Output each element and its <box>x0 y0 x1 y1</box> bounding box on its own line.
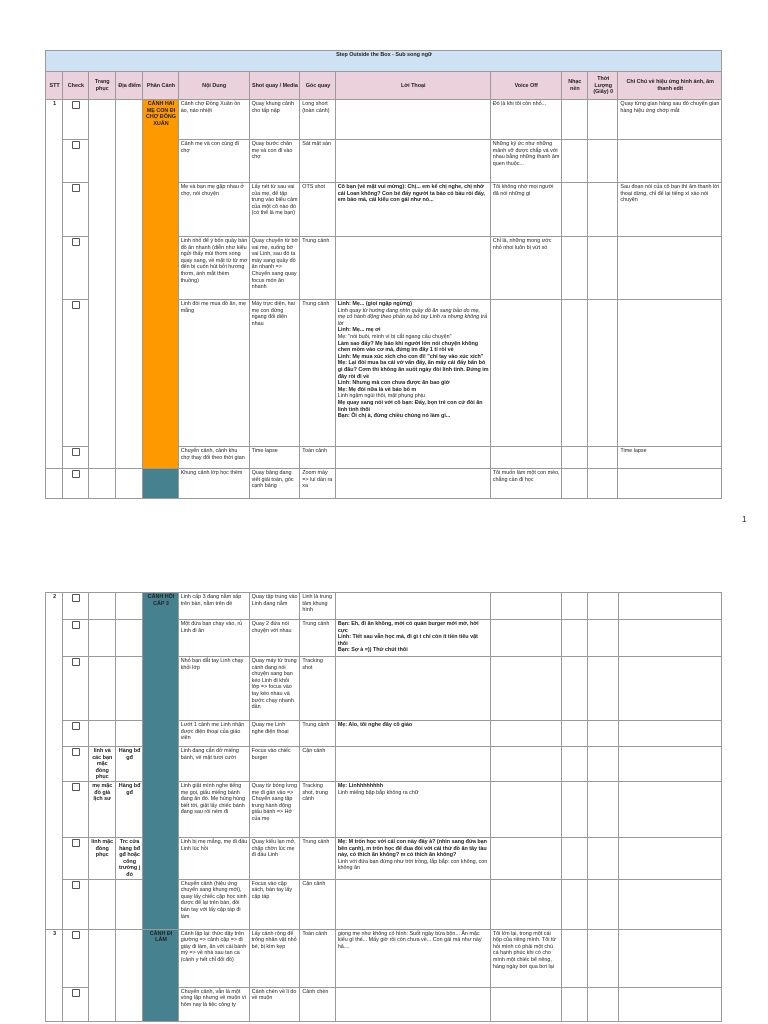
dialogue-line: Mẹ: "nói buôi, mình vì bị cắt ngang câu chuyện" <box>337 333 452 340</box>
content-cell: Linh đòi mẹ mua đồ ăn, mẹ mắng <box>178 300 249 447</box>
content-cell: Linh đang cắn dở miếng bánh, vẻ mặt tươi cười <box>178 747 249 782</box>
costume-cell <box>88 620 115 657</box>
dialogue-cell <box>335 747 490 782</box>
check-cell <box>63 447 88 469</box>
header-stt: STT <box>46 72 63 100</box>
content-cell: Chuyển cảnh, vẫn là một vòng lặp nhưng về muộn vì hôm nay là tiệc công ty <box>178 987 249 1021</box>
check-cell <box>63 781 88 837</box>
music-cell <box>561 721 587 747</box>
voice-off-cell <box>490 300 561 447</box>
shot-cell: Focus vào chiếc burger <box>249 747 300 782</box>
angle-cell: Trung cảnh <box>300 837 335 879</box>
voice-off-cell <box>490 879 561 929</box>
check-cell <box>63 721 88 747</box>
check-cell <box>63 237 88 300</box>
angle-cell: Cận cảnh <box>300 879 335 929</box>
row-checkbox[interactable] <box>72 931 80 939</box>
angle-cell: Cảnh chèn <box>300 987 335 1021</box>
scene-label <box>143 469 178 499</box>
duration-cell <box>588 781 618 837</box>
music-cell <box>561 140 587 183</box>
row-checkbox[interactable] <box>72 839 80 847</box>
row-checkbox[interactable] <box>72 184 80 192</box>
notes-cell <box>618 237 722 300</box>
notes-cell <box>618 747 721 782</box>
header-shot: Shot quay / Media <box>249 72 300 100</box>
music-cell <box>561 987 587 1021</box>
row-number: 3 <box>46 929 63 1021</box>
shot-cell: Quay tập trung vào Linh đang nằm <box>249 593 300 620</box>
costume-cell: mẹ mặc đồ giả lịch sư <box>88 781 115 837</box>
row-checkbox[interactable] <box>72 141 80 149</box>
voice-off-cell: Chỉ là, những mong ước nhỏ nhoi luôn bị vứt xó <box>490 237 561 300</box>
dialogue-line: Linh: Mẹ... (giọi ngập ngừng) <box>337 301 412 307</box>
voice-off-cell <box>490 447 561 469</box>
location-cell: Hàng bđ gđ <box>115 747 142 782</box>
dialogue-line: Mẹ: Mẹ đòi nữa là về bảo bố m <box>337 386 417 393</box>
notes-cell <box>618 593 721 620</box>
row-checkbox[interactable] <box>72 301 80 309</box>
duration-cell <box>588 469 618 499</box>
costume-cell <box>88 929 115 1021</box>
row-checkbox[interactable] <box>72 881 80 889</box>
voice-off-cell <box>490 721 561 747</box>
location-cell <box>115 620 142 657</box>
notes-cell: Time lapse <box>618 447 722 469</box>
table-row <box>46 929 722 987</box>
dialogue-cell <box>335 781 490 837</box>
duration-cell <box>588 100 618 140</box>
content-cell: Cảnh chợ Đồng Xuân ồn ào, náo nhiệt <box>178 100 249 140</box>
costume-cell <box>88 879 115 929</box>
location-cell <box>115 879 142 929</box>
row-checkbox[interactable] <box>72 748 80 756</box>
dialogue-line: giọng mẹ như không có hình: Suốt ngày bừa bộn... Ăn mặc kiểu gì thế... Mấy giờ rồi còn chưa về... Con gái mà như này hả.... <box>337 930 482 950</box>
notes-cell <box>618 620 721 657</box>
duration-cell <box>588 837 618 879</box>
row-checkbox[interactable] <box>72 448 80 456</box>
angle-cell: Linh là trung tâm khung hình <box>300 593 335 620</box>
content-cell: Mẹ và bạn mẹ gặp nhau ở chợ, nói chuyện <box>178 183 249 237</box>
check-cell <box>63 300 88 447</box>
header-dialogue: Lời Thoại <box>335 72 490 100</box>
table-row <box>46 100 722 140</box>
header-check: Check <box>63 72 88 100</box>
check-cell <box>63 747 88 782</box>
dialogue-line: Mẹ: Alo, tôi nghe đây cô giáo <box>337 722 413 728</box>
angle-cell: Tracking shot, trung cảnh <box>300 781 335 837</box>
shot-cell: Quay máy từ trung cảnh đang nói chuyện sang bạn kéo Linh đi khỏi lớp => focus vào tay kéo nhau và bước chạy nhanh dần <box>249 657 300 721</box>
content-cell: Linh cấp 3 đang nằm sấp trên bàn, nằm trên đề <box>178 593 249 620</box>
voice-off-cell <box>490 987 561 1021</box>
music-cell <box>561 781 587 837</box>
music-cell <box>561 837 587 879</box>
header-music: Nhạc nền <box>561 72 587 100</box>
dialogue-line: Mẹ quay sang nói với cô bạn: Đấy, bọn trẻ con cứ đòi ăn linh tinh thôi <box>337 399 483 413</box>
angle-cell: Toàn cảnh <box>300 447 335 469</box>
dialogue-line: Linh ngậm ngùi thôi, mặt phụng phịu <box>337 393 425 400</box>
header-notes: Chỉ Chú về hiệu ứng hình ảnh, âm thanh edit <box>618 72 722 100</box>
duration-cell <box>588 747 618 782</box>
shot-cell: Lấy nét từ sau vai của mẹ, để tập trung vào biểu cảm của một cô nào đó (có thể là mẹ bạn) <box>249 183 300 237</box>
shot-cell: Quay mẹ Linh nghe điện thoại <box>249 721 300 747</box>
dialogue-cell <box>335 879 490 929</box>
shot-cell: Quay 2 đứa nói chuyện với nhau <box>249 620 300 657</box>
voice-off-cell <box>490 593 561 620</box>
angle-cell: OTS shot <box>300 183 335 237</box>
table-row <box>46 593 722 620</box>
duration-cell <box>588 879 618 929</box>
voice-off-cell <box>490 837 561 879</box>
voice-off-cell <box>490 747 561 782</box>
music-cell <box>561 879 587 929</box>
check-cell <box>63 657 88 721</box>
music-cell <box>561 237 587 300</box>
content-cell: Linh giật mình nghe tiếng mẹ gọi, giấu miếng bánh đang ăn đó. Mẹ hùng hùng biết tới, giật lấy chiếc bánh đang sau rồi ném đi <box>178 781 249 837</box>
costume-cell: linh và các bạn mặc đồng phục <box>88 747 115 782</box>
header-duration: Thời Lượng (Giây) 0 <box>588 72 618 100</box>
dialogue-line: Linh: Mẹ mua xúc xích cho con đi! "chỉ tay vào xúc xích" <box>337 353 484 360</box>
dialogue-line: Linh: Mẹ... mẹ ơi <box>337 327 381 334</box>
content-cell: Cảnh mẹ và con cùng đi chợ <box>178 140 249 183</box>
costume-cell <box>88 593 115 620</box>
duration-cell <box>588 929 618 987</box>
dialogue-line: Linh: Tiết sau vẫn học mà, đi gì t chỉ còn ít tiền tiêu vặt thôi <box>337 634 478 647</box>
duration-cell <box>588 721 618 747</box>
dialogue-cell <box>335 657 490 721</box>
dialogue-cell <box>335 237 490 300</box>
notes-cell <box>618 657 721 721</box>
row-number <box>46 469 63 499</box>
dialogue-line: Bạn: Sợ à =)) Thử chút thôi <box>337 647 408 654</box>
angle-cell: Cận cảnh <box>300 747 335 782</box>
dialogue-cell <box>335 100 490 140</box>
sheet-title: Step Outside the Box - Sub song ngữ <box>46 51 722 72</box>
dialogue-cell <box>335 721 490 747</box>
dialogue-cell <box>335 469 490 499</box>
dialogue-line: Bạn: Ôi chị à, đừng chiều chúng nó làm gì... <box>337 413 451 420</box>
dialogue-line: Mẹ: Linhhhhhhhh <box>337 782 384 789</box>
notes-cell <box>618 469 722 499</box>
row-number: 2 <box>46 593 63 930</box>
dialogue-cell <box>335 837 490 879</box>
header-location: Địa điểm <box>115 72 142 100</box>
music-cell <box>561 657 587 721</box>
dialogue-cell <box>335 620 490 657</box>
dialogue-cell <box>335 183 490 237</box>
notes-cell <box>618 987 721 1021</box>
shot-cell: Quay bước chân mẹ và con đi vào chợ <box>249 140 300 183</box>
row-checkbox[interactable] <box>72 658 80 666</box>
shot-cell: Quay kiểu lạn mở, chập chờn lúc mẹ đi đầu Linh <box>249 837 300 879</box>
duration-cell <box>588 620 618 657</box>
angle-cell: Zoom máy => lui dần ra xa <box>300 469 335 499</box>
voice-off-cell: Những ký ức như những mảnh vỡ được chắp vá với nhau bằng những thanh âm quen thuộc... <box>490 140 561 183</box>
dialogue-cell <box>335 987 490 1021</box>
check-cell <box>63 469 88 499</box>
header-content: Nội Dung <box>178 72 249 100</box>
dialogue-line: Bạn: Eh, đi ăn không, mới có quán burger mới mở, hời cực <box>337 621 479 634</box>
notes-cell <box>618 837 721 879</box>
row-checkbox[interactable] <box>72 722 80 730</box>
music-cell <box>561 447 587 469</box>
shot-cell: Cảnh chèn về li do về muộn <box>249 987 300 1021</box>
angle-cell: Toàn cảnh <box>300 929 335 987</box>
content-cell: Khung cảnh lớp học thêm <box>178 469 249 499</box>
voice-off-cell: Tôi muốn làm một con mèo, chẳng cần đi học <box>490 469 561 499</box>
dialogue-line: Linh miếng bặp bắp không ra chữ <box>337 789 419 796</box>
dialogue-cell <box>335 447 490 469</box>
row-checkbox[interactable] <box>72 470 80 478</box>
content-cell: Một đứa bạn chạy vào, rủ Linh đi ăn <box>178 620 249 657</box>
check-cell <box>63 140 88 183</box>
scene-label: CẢNH HAI MẸ CON ĐI CHỢ ĐÔNG XUÂN <box>143 100 178 469</box>
header-costume: Trang phục <box>88 72 115 100</box>
voice-off-cell: Đó là khi tôi còn nhỏ... <box>490 100 561 140</box>
script-table-page-1 <box>45 50 722 499</box>
location-cell: Trc cửa hàng bđ gđ hoặc cổng trường j đó <box>115 837 142 879</box>
music-cell <box>561 100 587 140</box>
location-cell <box>115 469 142 499</box>
costume-cell <box>88 721 115 747</box>
duration-cell <box>588 657 618 721</box>
dialogue-line: Cô bạn (vẻ mặt vui mừng): Chị... em kể chị nghe, chị nhớ cái Loan không? Con bé đấy người ta bảo có bầu rồi đấy, em bảo mà, cái kiểu con gái như nó... <box>337 184 485 204</box>
shot-cell: Quay chuyển từ bờ vai mẹ, xuống bờ vai Linh, sau đó ta máy sang quầy đồ ăn nhanh => Chuyển sang quay focus món ăn nhanh <box>249 237 300 300</box>
angle-cell: Long short (toàn cảnh) <box>300 100 335 140</box>
check-cell <box>63 987 88 1021</box>
music-cell <box>561 593 587 620</box>
voice-off-cell: Tôi không nhớ mọi người đã nói những gì <box>490 183 561 237</box>
location-cell <box>115 929 142 1021</box>
location-cell <box>115 100 142 469</box>
voice-off-cell: Tôi lớn lại, trong một cái hộp của riêng mình. Tôi từ hỏi mình có phải một chú cá hạnh phúc khi có cho mình một chiếc bể riêng, hàng ngày bơi qua bơi lại <box>490 929 561 987</box>
row-checkbox[interactable] <box>72 989 80 997</box>
angle-cell: Trung cảnh <box>300 620 335 657</box>
content-cell: Linh bị mẹ mắng, mẹ đi đầu Linh lúc hồi <box>178 837 249 879</box>
check-cell <box>63 929 88 987</box>
header-scene: Phân Cảnh <box>143 72 178 100</box>
content-cell: Cảnh lặp lại: thức dậy trên giường => cảnh cặp => đi giày đi làm, ăn với cái bánh mỳ => về nhà sau tan ca (cảnh y hết chỉ đổi đồ) <box>178 929 249 987</box>
check-cell <box>63 879 88 929</box>
dialogue-line: Làm sao đấy? Mẹ bảo khi người lớn nói chuyện không chen mồm vào cơ mà, đứng im đây 1 tí rồi về <box>337 340 479 354</box>
notes-cell <box>618 300 722 447</box>
content-cell: Chuyển cảnh (hiệu ứng chuyển sang khung mới), quay lấy chiếc cặp học sinh được để lại trên bàn, đồi bàn tay với lấy cặp táp đi làm <box>178 879 249 929</box>
check-cell <box>63 837 88 879</box>
angle-cell: Trung cảnh <box>300 237 335 300</box>
angle-cell: Trung cảnh <box>300 721 335 747</box>
costume-cell <box>88 657 115 721</box>
voice-off-cell <box>490 620 561 657</box>
voice-off-cell <box>490 781 561 837</box>
duration-cell <box>588 140 618 183</box>
script-table-page-2 <box>45 592 722 1022</box>
shot-cell: Time lapse <box>249 447 300 469</box>
content-cell: Nhỏ bạn dắt tay Linh chạy khỏi lớp <box>178 657 249 721</box>
music-cell <box>561 183 587 237</box>
shot-cell: Máy trực diện, hai mẹ con đứng ngang đối diện nhau <box>249 300 300 447</box>
page-number: 1 <box>742 515 747 524</box>
check-cell <box>63 593 88 620</box>
row-checkbox[interactable] <box>72 238 80 246</box>
music-cell <box>561 929 587 987</box>
costume-cell: linh mặc đồng phục <box>88 837 115 879</box>
dialogue-line: Mẹ: M trốn học với cái con này đấy à? (nhìn sang đứa bạn bên cạnh), m trốn học để đua đòi với cái thứ đồ ăn tây tàu này, có thích ăn không? m có thích ăn không? <box>337 838 487 859</box>
location-cell: Hàng bđ gđ <box>115 781 142 837</box>
angle-cell: Trung cảnh <box>300 300 335 447</box>
scene-label: CẢNH ĐI LÀM <box>143 929 178 1021</box>
angle-cell: Tracking shot <box>300 657 335 721</box>
notes-cell <box>618 929 721 987</box>
dialogue-line: Linh với đứa bạn đứng như trời trồng, lắp bắp: con không, con không ăn <box>337 858 488 872</box>
location-cell <box>115 721 142 747</box>
header-voice-off: Voice Off <box>490 72 561 100</box>
shot-cell: Quay khung cảnh cho tấp nập <box>249 100 300 140</box>
row-checkbox[interactable] <box>72 783 80 791</box>
music-cell <box>561 620 587 657</box>
shot-cell: Focus vào cặp sách, bàn tay lấy cặp táp <box>249 879 300 929</box>
dialogue-line: Linh: Nhưng mà con chưa được ăn bao giờ <box>337 380 450 387</box>
shot-cell: Quay từ bóng lưng mẹ đi gần vào => Chuyển sang tập trung hành động giấu bánh => Hở của mẹ <box>249 781 300 837</box>
location-cell <box>115 593 142 620</box>
content-cell: Linh nhỏ để ý bốn quầy bán đồ ăn nhanh (diễn như kiểu ngửi thấy mùi thơm xong quay sang, về mặt từ từ mơ đến bị cuốn hút bởi hương thơm, ánh mắt thèm thuồng) <box>178 237 249 300</box>
dialogue-cell <box>335 593 490 620</box>
notes-cell <box>618 140 722 183</box>
duration-cell <box>588 447 618 469</box>
row-checkbox[interactable] <box>72 621 80 629</box>
costume-cell <box>88 469 115 499</box>
header-angle: Góc quay <box>300 72 335 100</box>
notes-cell: Sau đoạn nói của cô bạn thì âm thanh lời thoại dừng, chỉ để lại tiếng xì xào nói chuyện <box>618 183 722 237</box>
shot-cell: Lấy cảnh rộng để trông nhân vật nhỏ bé, bị kìm kẹp <box>249 929 300 987</box>
scene-label: CẢNH HỒI CẤP 3 <box>143 593 178 930</box>
notes-cell <box>618 721 721 747</box>
check-cell <box>63 183 88 237</box>
header-row <box>46 72 722 100</box>
notes-cell <box>618 879 721 929</box>
dialogue-cell <box>335 300 490 447</box>
notes-cell <box>618 781 721 837</box>
dialogue-line: Linh quay từ hướng đang nhìn quầy đồ ăn sang bảo do mẹ, mẹ cố hành động theo phản xạ bỏ tay Linh ra nhưng không trả lời <box>337 307 488 327</box>
check-cell <box>63 620 88 657</box>
notes-cell: Quay từng gian hàng sau đó chuyển gian hàng hiệu ứng chớp mắt <box>618 100 722 140</box>
duration-cell <box>588 183 618 237</box>
dialogue-cell <box>335 929 490 987</box>
duration-cell <box>588 987 618 1021</box>
content-cell: Chuyển cảnh, cảnh khu chợ thay đổi theo thời gian <box>178 447 249 469</box>
duration-cell <box>588 300 618 447</box>
music-cell <box>561 300 587 447</box>
row-checkbox[interactable] <box>72 594 80 602</box>
music-cell <box>561 747 587 782</box>
voice-off-cell <box>490 657 561 721</box>
dialogue-line: Mẹ: Lại đòi mua ba cái vớ vẩn đấy, ăn mấy cái đấy bẩn bỏ gì đâu? Cơm thì không ăn suốt ngày đòi linh tinh. Đứng im đây rồi đi về <box>337 360 489 380</box>
table-row <box>46 469 722 499</box>
dialogue-cell <box>335 140 490 183</box>
content-cell: Lướt 1 cảnh mẹ Linh nhận được điện thoại của giáo viên <box>178 721 249 747</box>
check-cell <box>63 100 88 140</box>
duration-cell <box>588 237 618 300</box>
music-cell <box>561 469 587 499</box>
angle-cell: Sát mặt sàn <box>300 140 335 183</box>
costume-cell <box>88 100 115 469</box>
shot-cell: Quay bảng đang viết giải toán, góc cạnh bảng <box>249 469 300 499</box>
row-number: 1 <box>46 100 63 469</box>
row-checkbox[interactable] <box>72 101 80 109</box>
duration-cell <box>588 593 618 620</box>
location-cell <box>115 657 142 721</box>
